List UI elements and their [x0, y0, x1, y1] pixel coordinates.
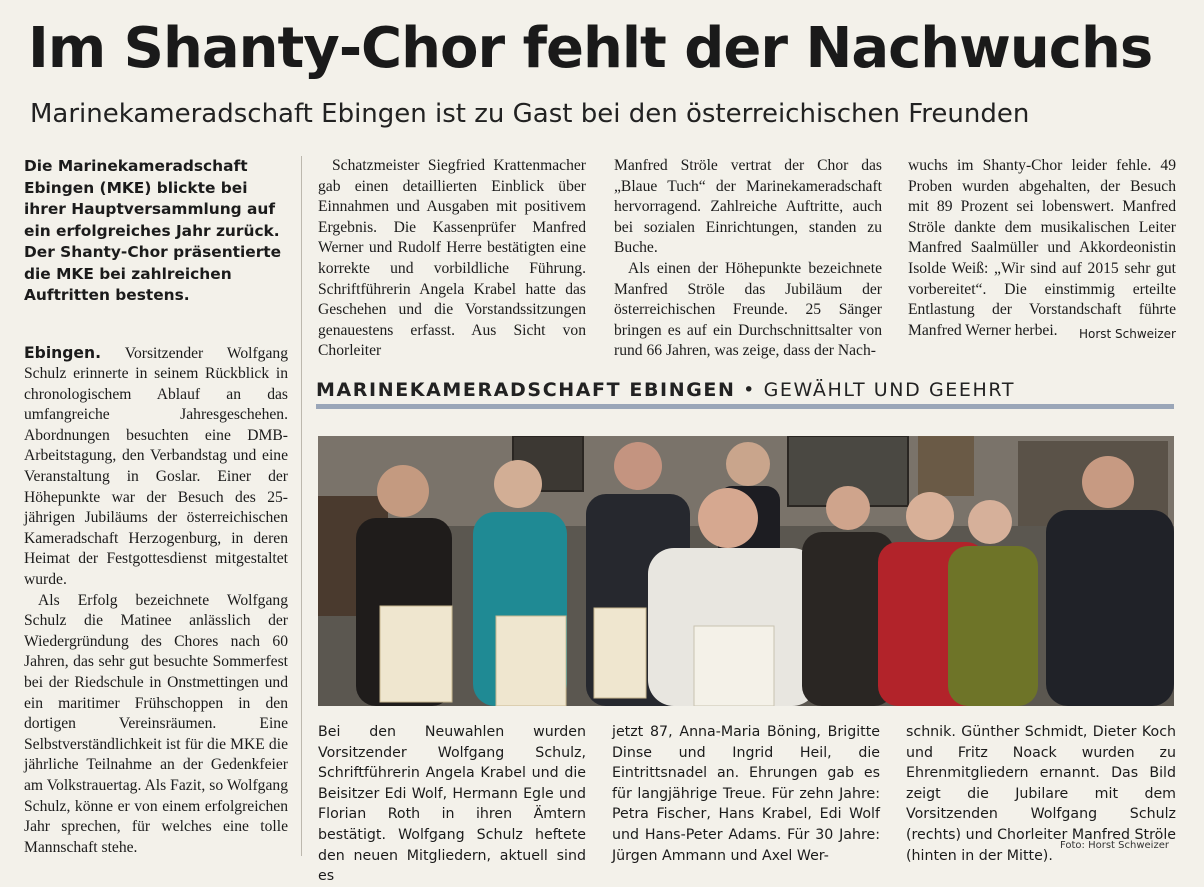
column-2: [318, 156, 586, 362]
col4-text: wuchs im Shanty-Chor leider fehle. 49 Proben wurden abgehalten, der Besuch mit 89 Prozent sei lobenswert. Manfred Ströle dankte dem musikalischen Leiter Manfred Saalmüller und Akkordeonistin Isolde Weiß: „Wir sind auf 2015 sehr gut vorbereitet“. Die einstimmig erteilte Entlastung der Vorstandschaft führte Manfred Werner herbei.: [908, 157, 1176, 339]
photo-caption-1: Bei den Neuwahlen wurden Vorsitzender Wolfgang Schulz, Schriftführerin Angela Krabel und die Beisitzer Edi Wolf, Hermann Egle und Florian Roth in ihren Ämtern bestätigt. Wolfgang Schulz heftete den neuen Mitgliedern, aktuell sind es: [318, 724, 586, 885]
section-heading-rest: GEWÄHLT UND GEEHRT: [763, 379, 1016, 401]
column-divider: [301, 156, 302, 856]
subheadline: Marinekameradschaft Ebingen ist zu Gast bei den österreichischen Freunden: [30, 99, 1030, 129]
column-1: [24, 156, 288, 858]
author-name: Horst Schweizer: [1078, 326, 1176, 341]
col1-text-1: Vorsitzender Wolfgang Schulz erinnerte in seinem Rückblick in chronologischem Ablauf an das umfangreiche Jahresgeschehen. Abordnungen besuchten eine DMB-Arbeitstagung, den Verbandstag und eine Veranstaltung in Goslar. Einer der Höhepunkte war der Besuch des 25-jährigen Jubiläums der österreichischen Kameradschaft Herzogenburg, in deren Heimat der Festgottesdienst mitgestaltet wurde.: [24, 344, 288, 589]
col2-paragraph: Schatzmeister Siegfried Krattenmacher gab einen detaillierten Einblick über Einnahmen und Ausgaben mit positivem Ergebnis. Die Kassenprüfer Manfred Werner und Rudolf Herre bestätigten eine korrekte und vorbildliche Führung. Schriftführerin Angela Krabel hatte das Geschehen und die Vorstandssitzungen genauestens erfasst. Aus Sicht von Chorleiter: [318, 157, 586, 360]
column-3: [614, 156, 882, 362]
photo-credit: Foto: Horst Schweizer: [1060, 840, 1169, 851]
article-paragraph-2: Als Erfolg bezeichnete Wolfgang Schulz die Matinee anlässlich der Wiedergründung des Chores nach 60 Jahren, das sehr gut besuchte Sommerfest bei der Riedschule in Onstmettingen und ein maritimer Frühschoppen in den dortigen Vereinsräumen. Eine Selbstverständlichkeit ist für die MKE die jährliche Teilnahme an der Gedenkfeier am Volkstrauertag. Als Fazit, so Wolfgang Schulz, könne er von einem erfolgreichen Jahr sprechen, für welches eine tolle Mannschaft stehe.: [24, 591, 288, 856]
article-paragraph-1: [24, 343, 288, 591]
section-heading: [316, 376, 1174, 409]
col3-paragraph-2: Als einen der Höhepunkte bezeichnete Manfred Ströle das Jubiläum der österreichischen Freunde. 25 Sänger bringen es auf ein Durchschnittsalter von rund 66 Jahren, was zeige, dass der Nach-: [614, 259, 882, 360]
section-heading-separator: •: [743, 379, 756, 401]
group-photo-illustration: [318, 436, 1174, 706]
col4-paragraph: [908, 156, 1176, 341]
group-photo: [318, 436, 1174, 706]
dateline: Ebingen.: [24, 343, 102, 362]
photo-caption-3: schnik. Günther Schmidt, Dieter Koch und Fritz Noack wurden zu Ehrenmitgliedern ernannt. Das Bild zeigt die Jubilare mit dem Vorsitzenden Wolfgang Schulz (rechts) und Chorleiter Manfred Ströle (hinten in der Mitte).: [906, 724, 1176, 864]
photo-caption-2: jetzt 87, Anna-Maria Böning, Brigitte Dinse und Ingrid Heil, die Eintrittsnadel an. Ehrungen gab es für langjährige Treue. Für zehn Jahre: Petra Fischer, Hans Krabel, Edi Wolf und Hans-Peter Adams. Für 30 Jahre: Jürgen Ammann und Axel Wer-: [612, 724, 880, 864]
column-4: [908, 156, 1176, 344]
lead-paragraph: Die Marinekameradschaft Ebingen (MKE) blickte bei ihrer Hauptversammlung auf ein erfolgreiches Jahr zurück. Der Shanty-Chor präsentierte die MKE bei zahlreichen Auftritten bestens.: [24, 157, 282, 304]
section-heading-bold: MARINEKAMERADSCHAFT EBINGEN: [316, 379, 736, 401]
col3-paragraph-1: Manfred Ströle vertrat der Chor das „Blaue Tuch“ der Marinekameradschaft hervorragend. Zahlreiche Auftritte, auch bei sozialen Einrichtungen, standen zu Buche.: [614, 157, 882, 257]
headline: Im Shanty-Chor fehlt der Nachwuchs: [28, 16, 1153, 81]
